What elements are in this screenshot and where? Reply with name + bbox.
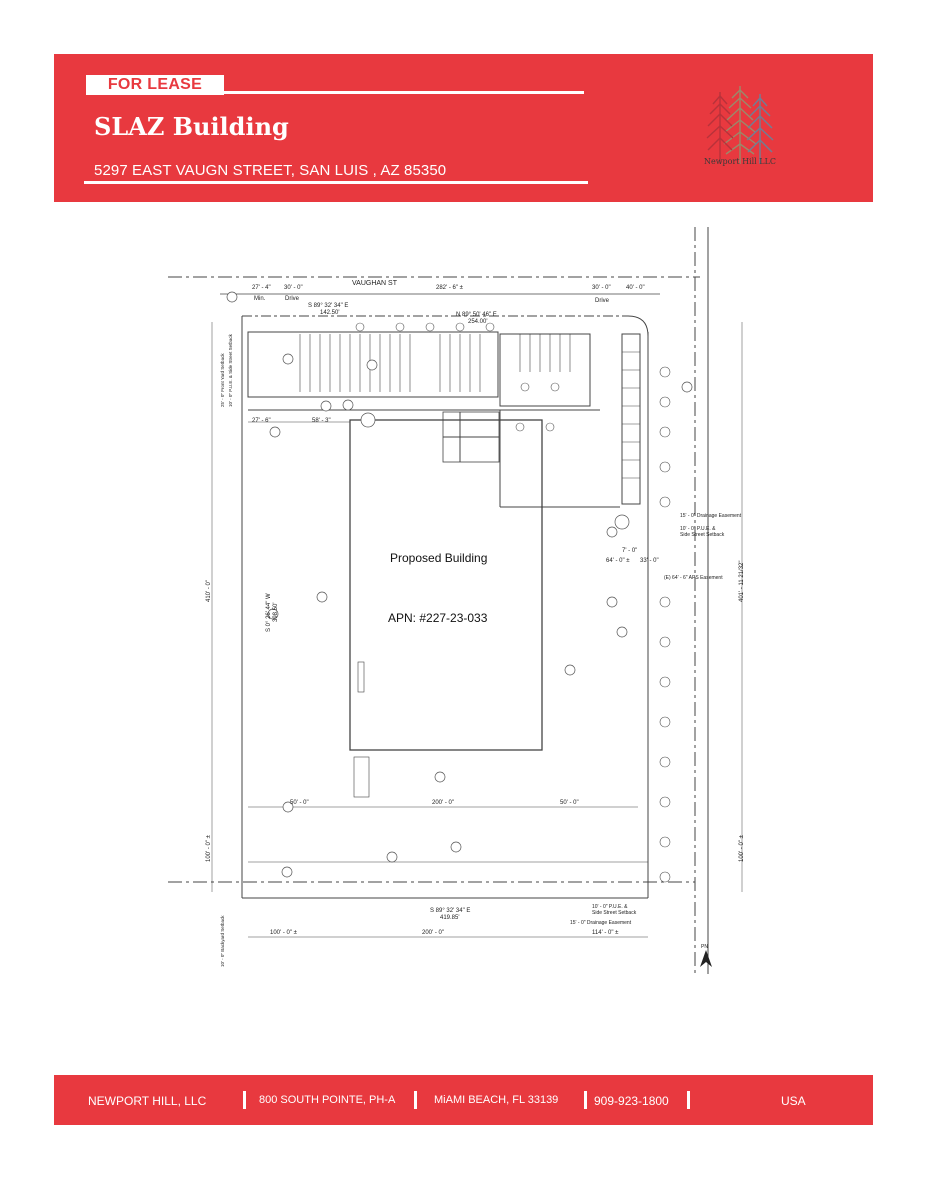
right-dim-401: 401' - 11 21/32" xyxy=(739,560,745,602)
bottom-dim-3: 114' - 0" ± xyxy=(592,930,619,936)
street-name-label: VAUGHAN ST xyxy=(352,280,397,287)
top-bearing-1: S 89° 32' 34" E xyxy=(308,303,349,309)
right-note-3: Side Street Setback xyxy=(680,532,725,538)
top-label-drive-1: Drive xyxy=(285,296,300,302)
left-bearing-length: 398.50' xyxy=(273,602,279,622)
header-banner xyxy=(54,54,873,202)
top-label-drive-2: Drive xyxy=(595,298,610,304)
left-note-backyard-setback: 10' - 0" Backyard Setback xyxy=(220,915,225,967)
proposed-building-label: Proposed Building xyxy=(390,551,488,565)
site-plan-drawing xyxy=(160,222,765,974)
inner-dim-50-right: 50' - 0" xyxy=(560,800,579,806)
inner-dim-50-left: 50' - 0" xyxy=(290,800,309,806)
left-dim-410: 410' - 0" xyxy=(206,580,212,602)
footer-separator xyxy=(687,1091,690,1109)
apn-label: APN: #227-23-033 xyxy=(388,611,488,625)
footer-company: NEWPORT HILL, LLC xyxy=(88,1094,207,1108)
right-note-2: 10' - 0" P.U.E. & xyxy=(680,526,716,532)
north-arrow-icon xyxy=(700,944,712,967)
bottom-bearing-length: 419.85' xyxy=(440,915,460,921)
logo-company-name: Newport Hill LLC xyxy=(703,157,777,166)
inner-dim-27: 27' - 6" xyxy=(252,418,271,424)
top-dim-5: 40' - 0" xyxy=(626,285,645,291)
footer-bar xyxy=(54,1075,873,1125)
footer-country: USA xyxy=(781,1094,806,1108)
for-lease-tag: FOR LEASE xyxy=(86,75,224,95)
top-bearing-1-length: 142.50' xyxy=(320,310,340,316)
property-address: 5297 EAST VAUGN STREET, SAN LUIS , AZ 85350 xyxy=(94,162,447,179)
footer-separator xyxy=(243,1091,246,1109)
top-dim-3: 282' - 6" ± xyxy=(436,285,463,291)
footer-street: 800 SOUTH POINTE, PH-A xyxy=(259,1094,396,1106)
top-bearing-2-length: 254.00' xyxy=(468,319,488,325)
left-note-front-setback: 25' - 0" Front Yard Setback xyxy=(220,353,225,407)
bottom-note-1: 10' - 0" P.U.E. & xyxy=(592,904,628,910)
north-label: PN xyxy=(701,944,708,950)
top-dim-4: 30' - 0" xyxy=(592,285,611,291)
footer-city: MiAMI BEACH, FL 33139 xyxy=(434,1094,559,1106)
bottom-dim-1: 100' - 0" ± xyxy=(270,930,297,936)
right-note-1: 15' - 0" Drainage Easement xyxy=(680,513,742,519)
bottom-dim-2: 200' - 0" xyxy=(422,930,444,936)
inner-dim-64: 64' - 0" ± xyxy=(606,558,630,564)
left-note-pue: 10' - 0" P.U.E. & Side Street Setback xyxy=(228,334,233,407)
inner-dim-58: 58' - 3" xyxy=(312,418,331,424)
header-rule-top xyxy=(224,91,584,94)
left-dim-100: 100' - 0" ± xyxy=(206,835,212,862)
footer-separator xyxy=(584,1091,587,1109)
property-title: SLAZ Building xyxy=(94,112,289,141)
footer-separator xyxy=(414,1091,417,1109)
inner-dim-7: 7' - 0" xyxy=(622,548,638,554)
bottom-bearing: S 89° 32' 34" E xyxy=(430,908,471,914)
bottom-note-3: 15' - 0" Drainage Easement xyxy=(570,920,632,926)
bottom-note-2: Side Street Setback xyxy=(592,910,637,916)
top-bearing-2: N 89° 50' 46" E xyxy=(456,312,497,318)
footer-phone: 909-923-1800 xyxy=(594,1094,669,1108)
inner-dim-200: 200' - 0" xyxy=(432,800,454,806)
top-dim-1: 27' - 4" xyxy=(252,285,271,291)
header-rule-bottom xyxy=(84,181,588,184)
top-dim-2: 30' - 0" xyxy=(284,285,303,291)
top-label-min: Min. xyxy=(254,296,266,302)
right-note-4: (E) 64' - 6" APS Easement xyxy=(664,575,723,581)
right-dim-100: 100' - 0" ± xyxy=(739,835,745,862)
left-bearing: S 0° 26' 44" W xyxy=(266,593,272,632)
inner-dim-33: 33' - 0" xyxy=(640,558,659,564)
